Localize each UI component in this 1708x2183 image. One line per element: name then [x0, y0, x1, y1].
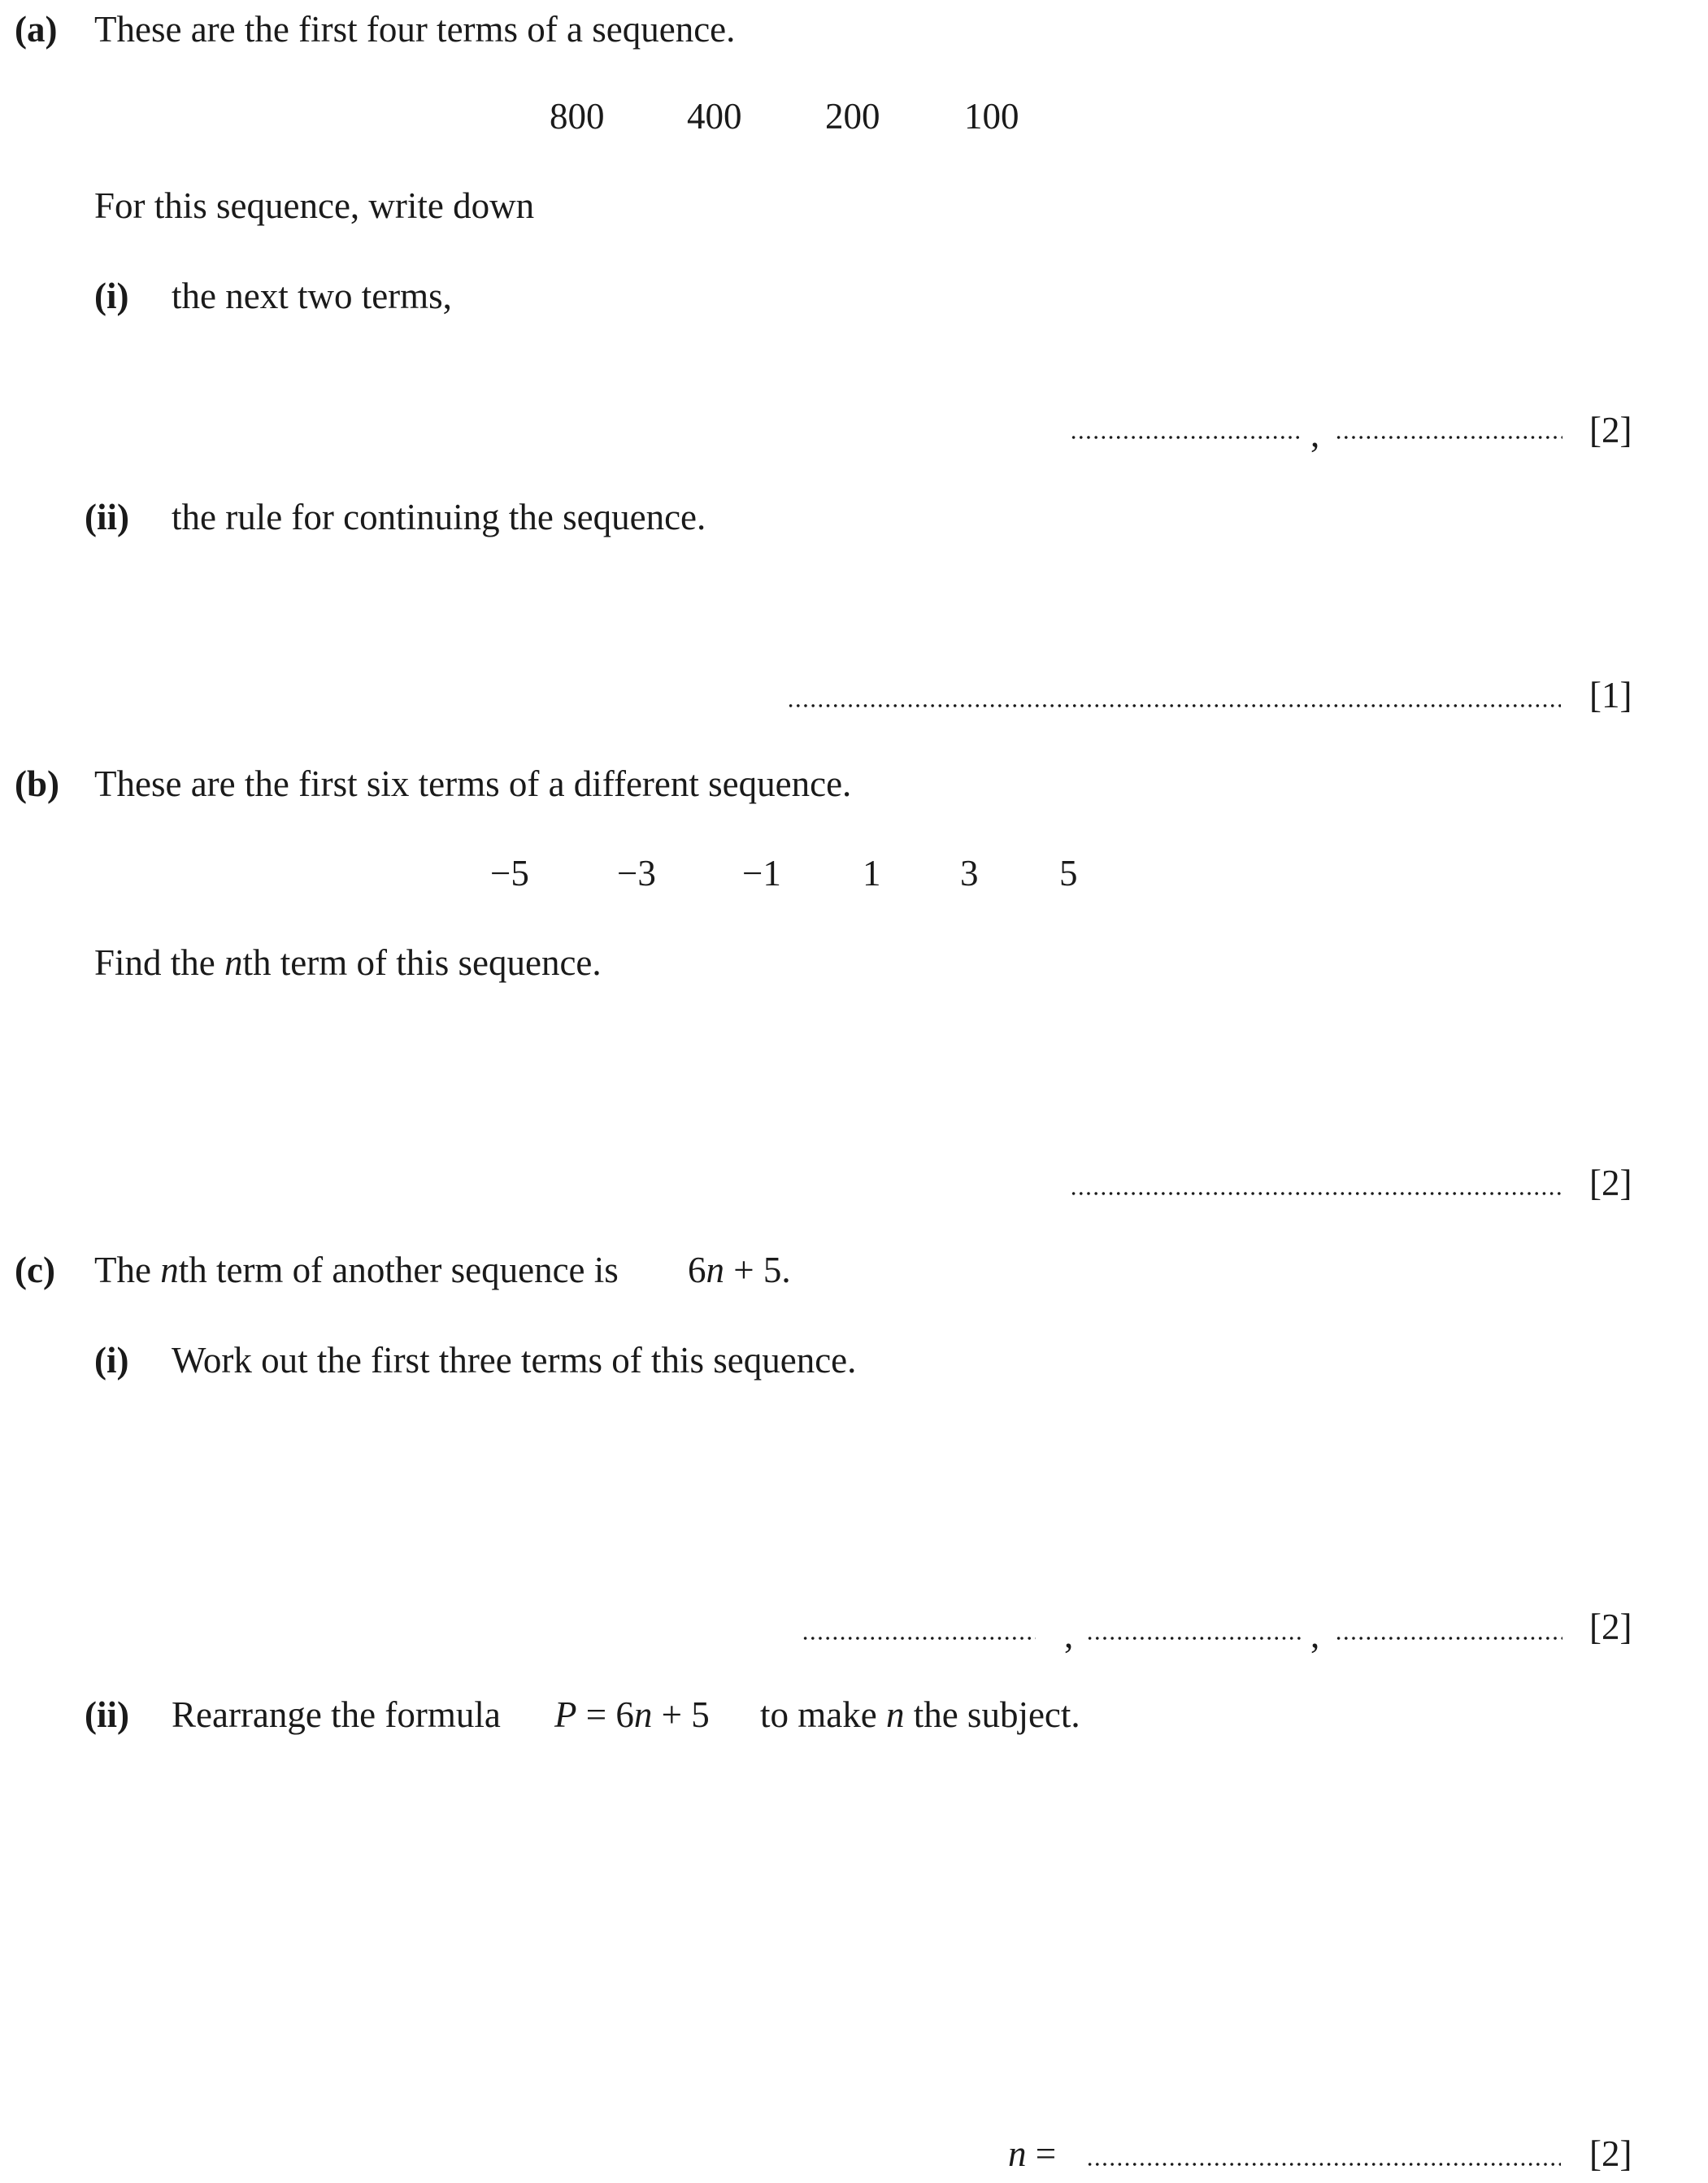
text-after: the subject. — [904, 1694, 1080, 1735]
part-b-prompt — [94, 942, 602, 983]
variable-p: P — [554, 1694, 577, 1735]
part-c-ii-text-before: Rearrange the formula — [172, 1694, 501, 1735]
formula-equals: = 6 — [576, 1694, 634, 1735]
expr-coefficient: 6 — [688, 1250, 706, 1290]
answer-line[interactable] — [802, 1637, 1036, 1640]
part-b-label: (b) — [15, 763, 59, 804]
answer-equals: = — [1026, 2133, 1057, 2174]
sequence-term: 400 — [687, 96, 742, 137]
part-a-i-text: the next two terms, — [172, 276, 452, 316]
marks-label: [2] — [1589, 1163, 1632, 1203]
part-a-i-label: (i) — [94, 276, 129, 316]
sequence-term: 1 — [863, 853, 881, 894]
sequence-term: 100 — [964, 96, 1019, 137]
part-c-expression — [688, 1252, 791, 1289]
expr-rest: + 5. — [724, 1250, 791, 1290]
part-c-intro-before: The — [94, 1250, 161, 1290]
part-a-label: (a) — [15, 9, 58, 50]
part-a-prompt: For this sequence, write down — [94, 185, 535, 226]
formula — [554, 1694, 710, 1735]
sequence-term: 800 — [550, 96, 605, 137]
marks-label: [2] — [1589, 1607, 1632, 1647]
part-a-intro: These are the first four terms of a sequence. — [94, 9, 736, 50]
marks-label: [1] — [1589, 675, 1632, 715]
part-a-ii-label: (ii) — [85, 497, 129, 537]
marks-label: [2] — [1589, 2133, 1632, 2174]
part-c-ii-label: (ii) — [85, 1694, 129, 1735]
part-c-intro-after: th term of another sequence is — [178, 1250, 619, 1290]
variable-n: n — [224, 942, 243, 983]
variable-n: n — [160, 1250, 179, 1290]
variable-n: n — [706, 1250, 724, 1290]
variable-n: n — [633, 1694, 653, 1735]
part-c-i-text: Work out the first three terms of this sequence. — [172, 1340, 857, 1381]
marks-label: [2] — [1589, 410, 1632, 450]
answer-line[interactable] — [1070, 436, 1301, 439]
answer-line[interactable] — [1070, 1192, 1561, 1195]
sequence-term: 3 — [960, 853, 979, 894]
answer-line[interactable] — [1335, 436, 1562, 439]
answer-separator: , — [1064, 1615, 1074, 1655]
part-c-intro — [94, 1252, 619, 1289]
part-a-ii-text: the rule for continuing the sequence. — [172, 497, 706, 537]
part-c-label: (c) — [15, 1250, 55, 1290]
answer-line[interactable] — [1086, 2163, 1561, 2166]
part-b-prompt-after: th term of this sequence. — [242, 942, 602, 983]
variable-n: n — [885, 1694, 905, 1735]
part-b-intro: These are the first six terms of a different sequence. — [94, 763, 852, 804]
answer-line[interactable] — [787, 704, 1561, 707]
part-c-i-label: (i) — [94, 1340, 129, 1381]
sequence-term: −5 — [490, 853, 529, 894]
answer-separator: , — [1310, 414, 1320, 454]
sequence-term: −1 — [742, 853, 781, 894]
answer-prefix — [1008, 2133, 1057, 2174]
variable-n: n — [1008, 2133, 1027, 2174]
answer-line[interactable] — [1335, 1637, 1562, 1640]
sequence-term: −3 — [617, 853, 656, 894]
part-b-prompt-before: Find the — [94, 942, 225, 983]
text-middle: to make — [760, 1694, 886, 1735]
formula-rest: + 5 — [652, 1694, 710, 1735]
part-c-ii-text-after — [760, 1694, 1080, 1735]
sequence-term: 200 — [825, 96, 880, 137]
answer-line[interactable] — [1086, 1637, 1302, 1640]
sequence-term: 5 — [1059, 853, 1078, 894]
answer-separator: , — [1310, 1615, 1320, 1655]
